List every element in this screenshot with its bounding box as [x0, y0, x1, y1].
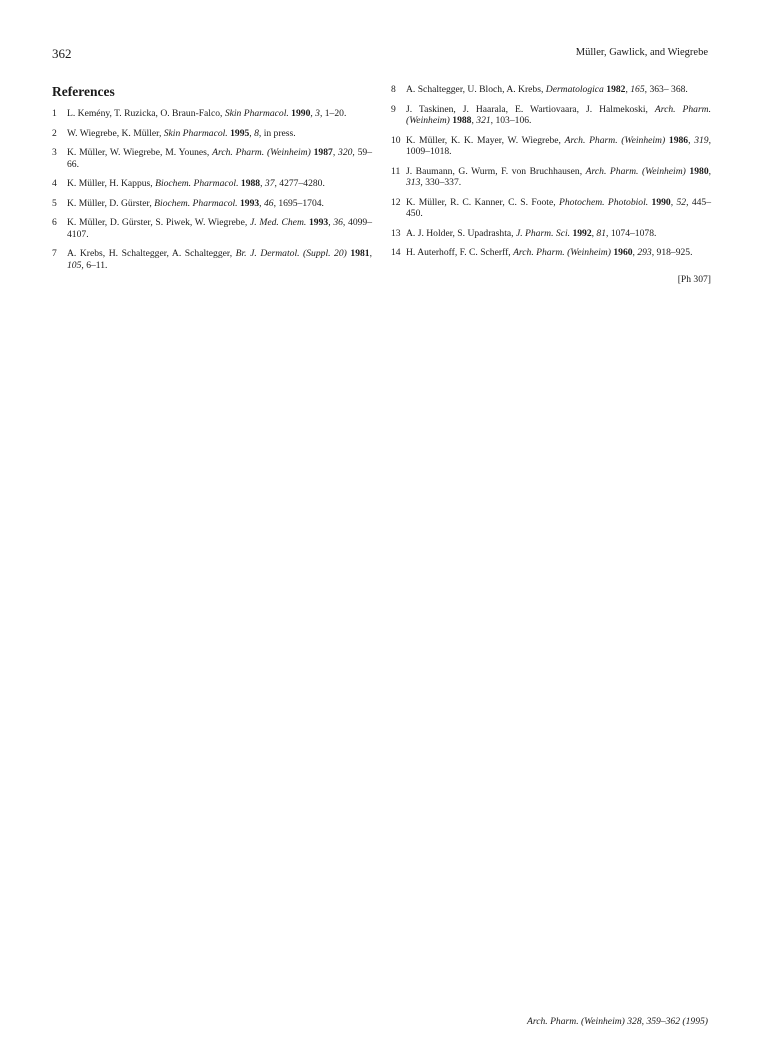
- reference-text: [67, 248, 372, 271]
- reference-number: 13: [391, 227, 401, 239]
- reference-italic-segment: 320: [338, 147, 353, 158]
- reference-italic-segment: Arch. Pharm. (Weinheim): [406, 103, 712, 126]
- reference-segment: W. Wiegrebe, K. Müller,: [67, 127, 164, 139]
- reference-italic-segment: 319: [694, 134, 709, 146]
- reference-text: [406, 84, 711, 96]
- reference-item: [391, 104, 711, 127]
- reference-number: 5: [52, 197, 57, 209]
- reference-segment: , 6–11.: [81, 259, 108, 271]
- reference-segment: K. Müller, D. Gürster, S. Piwek, W. Wiegrebe,: [67, 217, 250, 228]
- reference-italic-segment: 46: [263, 197, 274, 209]
- reference-italic-segment: J. Med. Chem.: [249, 217, 307, 228]
- reference-year: 1993: [309, 217, 329, 228]
- reference-item: [391, 228, 711, 240]
- reference-item: [52, 108, 372, 120]
- reference-segment: ,: [332, 147, 339, 158]
- reference-italic-segment: Biochem. Pharmacol.: [154, 197, 238, 209]
- running-head: Müller, Gawlick, and Wiegrebe: [575, 47, 708, 58]
- reference-segment: K. Müller, W. Wiegrebe, M. Younes,: [67, 147, 213, 158]
- reference-number: 6: [52, 217, 57, 228]
- reference-item: [52, 128, 372, 140]
- reference-segment: ,: [591, 227, 597, 239]
- reference-segment: , 4277–4280.: [274, 178, 325, 189]
- reference-year: 1988: [240, 178, 261, 189]
- reference-number: 9: [391, 103, 396, 115]
- reference-text: [67, 217, 372, 240]
- reference-year: 1980: [689, 165, 709, 177]
- reference-item: [52, 217, 372, 240]
- reference-italic-segment: 8: [254, 127, 259, 139]
- reference-text: [67, 198, 372, 210]
- reference-segment: A. Krebs, H. Schaltegger, A. Schaltegger,: [67, 248, 236, 259]
- references-column-right: [391, 84, 711, 267]
- reference-item: [391, 197, 711, 220]
- journal-citation-footer: Arch. Pharm. (Weinheim) 328, 359–362 (1995): [526, 1016, 708, 1027]
- reference-segment: A. J. Holder, S. Upadrashta,: [406, 227, 516, 239]
- reference-text: [67, 178, 372, 190]
- reference-segment: ,: [310, 108, 316, 119]
- reference-italic-segment: 293: [637, 247, 652, 258]
- reference-segment: J. Baumann, G. Wurm, F. von Bruchhausen,: [406, 165, 586, 177]
- reference-year: 1990: [291, 108, 311, 119]
- reference-number: 10: [391, 134, 401, 146]
- reference-italic-segment: J. Pharm. Sci.: [515, 227, 571, 239]
- reference-segment: ,: [260, 178, 265, 189]
- reference-italic-segment: Skin Pharmacol.: [224, 108, 289, 119]
- reference-number: 7: [52, 248, 57, 259]
- reference-year: 1986: [668, 134, 689, 146]
- reference-italic-segment: 36: [333, 217, 343, 228]
- reference-year: 1988: [452, 115, 472, 126]
- manuscript-code: [Ph 307]: [677, 274, 711, 285]
- reference-text: [406, 166, 711, 189]
- page-number: 362: [52, 46, 72, 61]
- reference-italic-segment: Br. J. Dermatol. (Suppl. 20): [235, 248, 347, 259]
- reference-year: 1990: [651, 196, 671, 208]
- reference-italic-segment: Skin Pharmacol.: [163, 127, 228, 139]
- reference-number: 1: [52, 108, 57, 119]
- reference-segment: K. Müller, H. Kappus,: [67, 178, 156, 189]
- reference-segment: ,: [259, 197, 264, 209]
- reference-item: [52, 198, 372, 210]
- reference-year: 1993: [239, 197, 260, 209]
- reference-item: [52, 178, 372, 190]
- reference-italic-segment: Arch. Pharm. (Weinheim): [564, 134, 666, 146]
- reference-text: [67, 128, 372, 140]
- reference-segment: ,: [670, 196, 677, 208]
- reference-segment: , 103–106.: [490, 115, 532, 126]
- reference-item: [391, 166, 711, 189]
- reference-segment: ,: [369, 248, 372, 259]
- references-column-left: [52, 108, 372, 279]
- reference-text: [406, 104, 711, 127]
- reference-italic-segment: Arch. Pharm. (Weinheim): [513, 247, 611, 258]
- reference-number: 12: [391, 196, 401, 208]
- reference-italic-segment: 3: [315, 108, 320, 119]
- reference-segment: ,: [688, 134, 695, 146]
- reference-text: [406, 247, 711, 259]
- reference-italic-segment: Biochem. Pharmacol.: [155, 178, 239, 189]
- reference-italic-segment: Arch. Pharm. (Weinheim): [585, 165, 686, 177]
- reference-segment: , 4099–4107.: [67, 217, 373, 240]
- reference-text: [67, 147, 372, 170]
- reference-number: 2: [52, 127, 57, 139]
- reference-italic-segment: 37: [264, 178, 275, 189]
- reference-italic-segment: 313: [406, 177, 421, 188]
- reference-number: 14: [391, 247, 401, 258]
- reference-segment: K. Müller, R. C. Kanner, C. S. Foote,: [406, 196, 559, 208]
- reference-italic-segment: Arch. Pharm. (Weinheim): [212, 147, 311, 158]
- reference-segment: , 918–925.: [651, 247, 693, 258]
- reference-segment: ,: [632, 247, 638, 258]
- reference-segment: ,: [328, 217, 334, 228]
- reference-segment: , 330–337.: [420, 177, 462, 188]
- reference-segment: , 1009–1018.: [406, 134, 711, 157]
- reference-segment: A. Schaltegger, U. Bloch, A. Krebs,: [406, 84, 546, 95]
- reference-text: [406, 228, 711, 240]
- reference-segment: ,: [249, 127, 255, 139]
- reference-text: [406, 197, 711, 220]
- reference-segment: L. Kemény, T. Ruzicka, O. Braun-Falco,: [67, 108, 225, 119]
- reference-segment: , 1074–1078.: [606, 227, 657, 239]
- reference-segment: K. Müller, K. K. Mayer, W. Wiegrebe,: [406, 134, 565, 146]
- reference-number: 4: [52, 178, 57, 189]
- reference-year: 1960: [613, 247, 633, 258]
- references-heading: References: [52, 84, 115, 99]
- reference-year: 1992: [572, 227, 592, 239]
- reference-segment: , in press.: [258, 127, 296, 139]
- reference-segment: , 59–66.: [67, 147, 372, 170]
- reference-item: [391, 135, 711, 158]
- reference-italic-segment: 81: [596, 227, 607, 239]
- reference-italic-segment: 321: [476, 115, 491, 126]
- reference-segment: , 363– 368.: [644, 84, 688, 95]
- reference-segment: ,: [471, 115, 477, 126]
- reference-item: [391, 247, 711, 259]
- reference-segment: , 1695–1704.: [273, 197, 324, 209]
- reference-text: [67, 108, 372, 120]
- reference-year: 1995: [230, 127, 250, 139]
- reference-italic-segment: Dermatologica: [545, 84, 604, 95]
- reference-year: 1981: [350, 248, 370, 259]
- reference-segment: H. Auterhoff, F. C. Scherff,: [406, 247, 514, 258]
- reference-italic-segment: 165: [630, 84, 645, 95]
- reference-italic-segment: Photochem. Photobiol.: [558, 196, 649, 208]
- reference-item: [52, 147, 372, 170]
- reference-segment: K. Müller, D. Gürster,: [67, 197, 155, 209]
- reference-italic-segment: 52: [676, 196, 687, 208]
- reference-segment: ,: [625, 84, 631, 95]
- reference-segment: , 445–450.: [406, 196, 712, 219]
- reference-italic-segment: 105: [67, 259, 82, 271]
- reference-item: [52, 248, 372, 271]
- reference-number: 11: [391, 165, 401, 177]
- reference-number: 8: [391, 84, 396, 95]
- reference-segment: , 1–20.: [319, 108, 347, 119]
- reference-text: [406, 135, 711, 158]
- reference-number: 3: [52, 147, 57, 158]
- reference-year: 1987: [313, 147, 333, 158]
- reference-segment: J. Taskinen, J. Haarala, E. Wartiovaara, J. Halmekoski,: [406, 103, 655, 115]
- reference-segment: ,: [708, 165, 712, 177]
- reference-year: 1982: [606, 84, 626, 95]
- reference-item: [391, 84, 711, 96]
